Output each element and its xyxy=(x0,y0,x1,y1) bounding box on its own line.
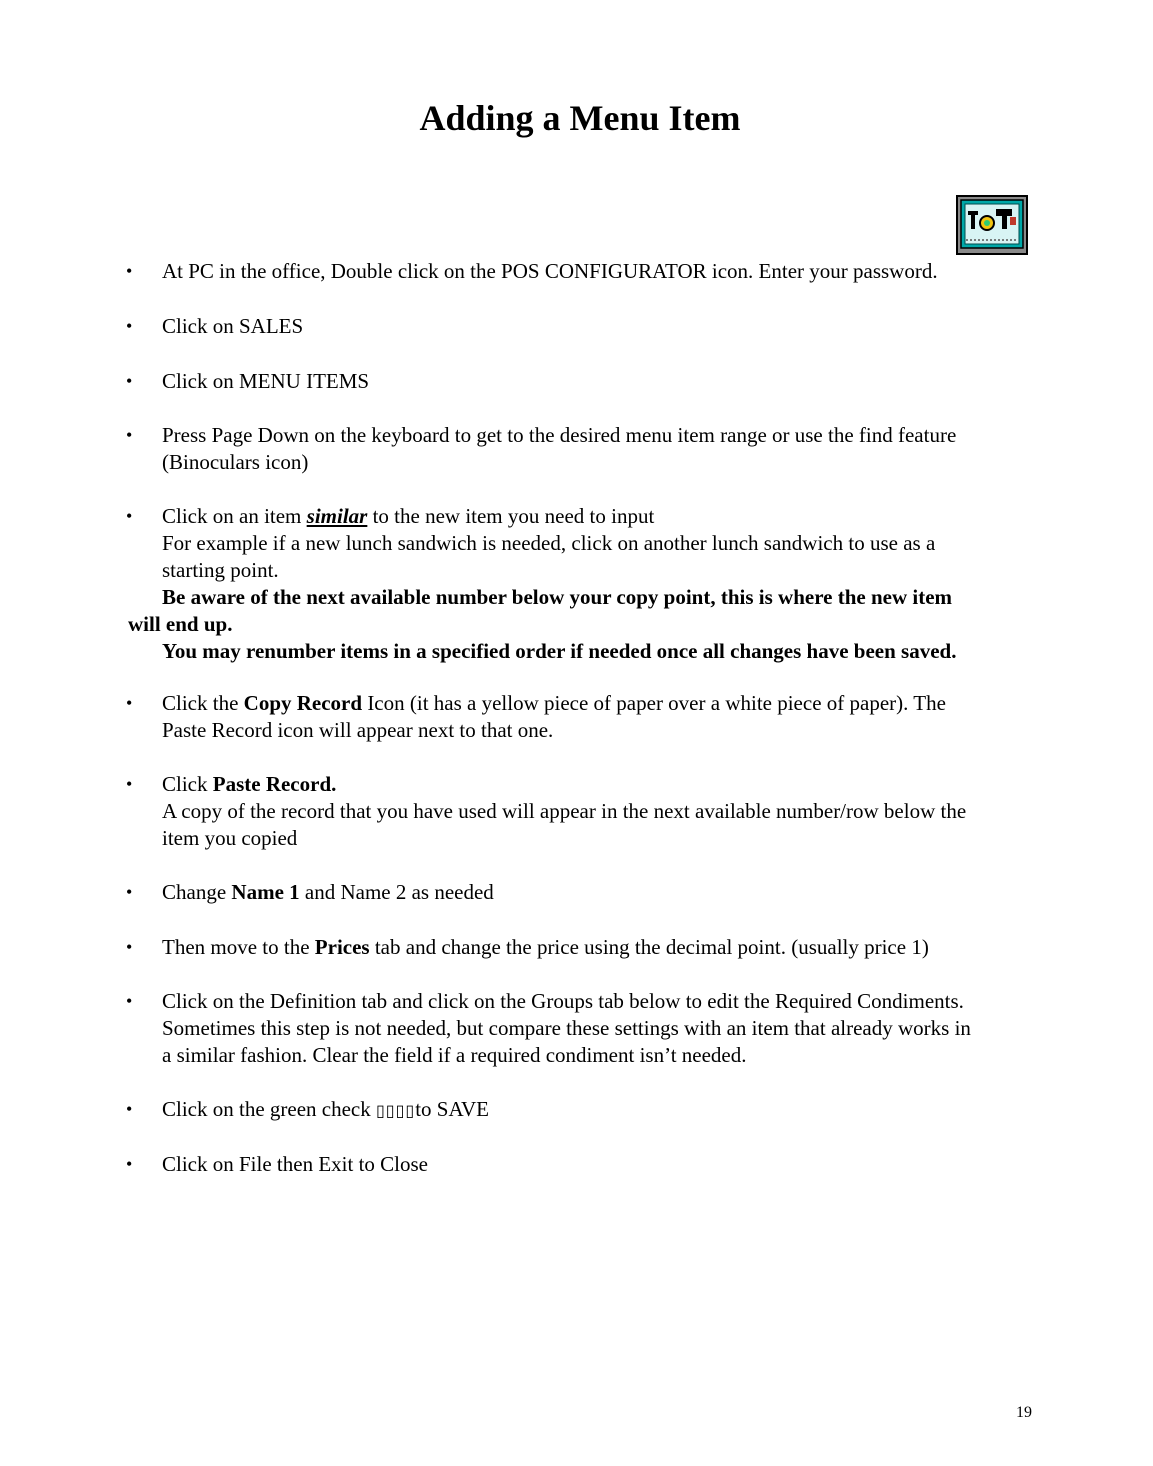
bullet-icon: • xyxy=(126,937,133,957)
page-number: 19 xyxy=(1016,1404,1032,1421)
list-item: • At PC in the office, Double click on the POS CONFIGURATOR icon. Enter your password. xyxy=(126,259,938,283)
list-item: • Click Paste Record. A copy of the record that you have used will appear in the next available number/row below the item you copied xyxy=(126,772,967,850)
bullet-icon: • xyxy=(126,991,133,1011)
pos-configurator-icon xyxy=(956,195,1028,255)
green-check-icon: ▯▯▯▯ xyxy=(376,1101,416,1120)
list-item: • Then move to the Prices tab and change the price using the decimal point. (usually price 1) xyxy=(126,935,929,959)
bullet-icon: • xyxy=(126,506,133,526)
list-item: • Press Page Down on the keyboard to get to the desired menu item range or use the find feature (Binoculars icon) xyxy=(126,423,957,474)
emphasis-similar: similar xyxy=(306,504,368,528)
bullet-icon: • xyxy=(126,693,133,713)
bullet-icon: • xyxy=(126,316,133,336)
bullet-icon: • xyxy=(126,774,133,794)
bullet-icon: • xyxy=(126,261,133,281)
list-item: • Change Name 1 and Name 2 as needed xyxy=(126,880,494,904)
list-item: • Click on MENU ITEMS xyxy=(126,369,370,393)
list-item: • Click on SALES xyxy=(126,314,304,338)
list-item: • Click the Copy Record Icon (it has a yellow piece of paper over a white piece of paper). The Paste Record icon will appear next to that one. xyxy=(126,691,946,742)
list-item: • Click on an item similar to the new item you need to input For example if a new lunch sandwich is needed, click on another lunch sandwich to use as a starting point. Be aware of the next available number below your copy point, this is where the new item will end up. You may renumber items in a specified order if needed once all changes have been saved. xyxy=(162,503,1062,665)
list-item: • Click on the green check ▯▯▯▯to SAVE xyxy=(126,1097,489,1121)
bullet-icon: • xyxy=(126,882,133,902)
list-item: • Click on the Definition tab and click on the Groups tab below to edit the Required Condiments. Sometimes this step is not needed, but compare these settings with an item that already works in a similar fashion. Clear the field if a required condiment isn’t needed. xyxy=(126,989,971,1067)
list-item: • Click on File then Exit to Close xyxy=(126,1152,428,1176)
bullet-icon: • xyxy=(126,371,133,391)
warning-text: Be aware of the next available number below your copy point, this is where the new item xyxy=(162,585,953,609)
page-title: Adding a Menu Item xyxy=(419,98,741,138)
bullet-icon: • xyxy=(126,1099,133,1119)
warning-text: You may renumber items in a specified order if needed once all changes have been saved. xyxy=(162,639,957,663)
warning-text: will end up. xyxy=(128,612,233,636)
bullet-icon: • xyxy=(126,1154,133,1174)
bullet-icon: • xyxy=(126,425,133,445)
